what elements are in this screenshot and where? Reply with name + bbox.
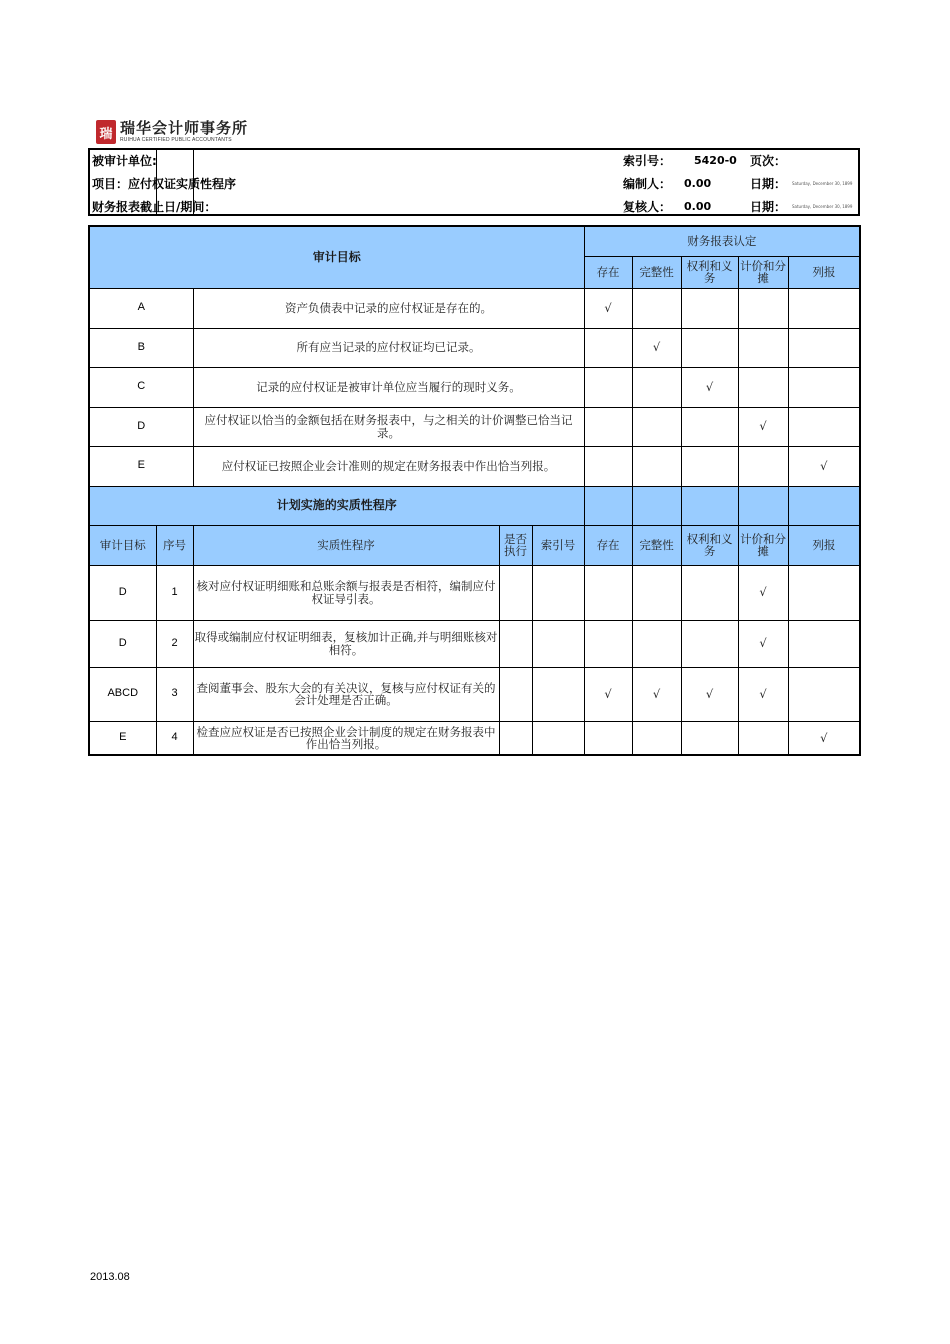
header-blank-cell [788, 486, 860, 525]
assertion-check-cell [584, 565, 632, 620]
assertion-check-cell: √ [632, 328, 681, 367]
procedure-row [89, 620, 860, 667]
procedure-seq: 2 [156, 620, 193, 667]
version-footer: 2013.08 [90, 1271, 130, 1283]
objective-row [89, 407, 860, 446]
index-label: 索引号： [623, 154, 672, 168]
assertion-check-cell [738, 446, 788, 486]
assertion-check-cell [788, 407, 860, 446]
objective-text: 资产负债表中记录的应付权证是存在的。 [193, 288, 584, 328]
assertion-check-cell: √ [788, 721, 860, 755]
executed-cell [499, 620, 532, 667]
firm-name [120, 121, 248, 143]
index-cell [532, 620, 584, 667]
assertion-check-cell [632, 721, 681, 755]
reviewed-date-label: 日期： [750, 200, 787, 214]
procedure-text: 查阅董事会、股东大会的有关决议，复核与应付权证有关的会计处理是否正确。 [193, 667, 499, 721]
procedure-objective: E [89, 721, 156, 755]
procedures-title: 计划实施的实质性程序 [89, 486, 584, 525]
objective-text: 所有应当记录的应付权证均已记录。 [193, 328, 584, 367]
assertion-check-cell [738, 367, 788, 407]
assertion-check-cell [788, 367, 860, 407]
procedure-text: 核对应付权证明细账和总账余额与报表是否相符，编制应付权证导引表。 [193, 565, 499, 620]
procedure-text: 检查应应权证是否已按照企业会计制度的规定在财务报表中作出恰当列报。 [193, 721, 499, 755]
assertion-check-cell: √ [584, 667, 632, 721]
header-blank-cell [632, 486, 681, 525]
objective-text: 应付权证已按照企业会计准则的规定在财务报表中作出恰当列报。 [193, 446, 584, 486]
objective-code: A [89, 288, 193, 328]
workpaper-info-box [88, 148, 860, 216]
project-label: 项目：应付权证实质性程序 [92, 177, 237, 191]
firm-logo [96, 120, 248, 144]
assertion-check-cell [788, 288, 860, 328]
audit-procedures-table [88, 225, 861, 756]
assertion-check-cell [584, 721, 632, 755]
assertion-check-cell [632, 407, 681, 446]
col-header-assertion: 列报 [788, 525, 860, 565]
objective-row [89, 446, 860, 486]
index-value: 5420-0 [694, 154, 737, 167]
executed-cell [499, 565, 532, 620]
header-blank-cell [738, 486, 788, 525]
col-header-seq: 序号 [156, 525, 193, 565]
procedure-objective: ABCD [89, 667, 156, 721]
preparer-label: 编制人： [623, 177, 672, 191]
assertion-check-cell: √ [681, 667, 738, 721]
firm-name-en: RUIHUA CERTIFIED PUBLIC ACCOUNTANTS [120, 137, 232, 143]
procedure-seq: 1 [156, 565, 193, 620]
objective-text: 应付权证以恰当的金额包括在财务报表中，与之相关的计价调整已恰当记录。 [193, 407, 584, 446]
col-header-index: 索引号 [532, 525, 584, 565]
col-header-assertion: 计价和分摊 [738, 525, 788, 565]
assertion-check-cell: √ [738, 565, 788, 620]
assertion-check-cell [584, 328, 632, 367]
procedure-seq: 4 [156, 721, 193, 755]
assertion-check-cell: √ [738, 407, 788, 446]
index-cell [532, 565, 584, 620]
firm-name-cn: 瑞华会计师事务所 [120, 119, 249, 137]
preparer-value: 0.00 [684, 177, 712, 190]
assertion-check-cell: √ [681, 367, 738, 407]
assertion-header: 存在 [584, 256, 632, 288]
assertion-check-cell [681, 620, 738, 667]
index-cell [532, 667, 584, 721]
procedure-row [89, 721, 860, 755]
assertion-check-cell: √ [584, 288, 632, 328]
procedure-objective: D [89, 620, 156, 667]
assertion-check-cell [681, 288, 738, 328]
objective-row [89, 328, 860, 367]
assertion-check-cell [681, 721, 738, 755]
prepared-date-label: 日期： [750, 177, 787, 191]
procedure-text: 取得或编制应付权证明细表，复核加计正确,并与明细账核对相符。 [193, 620, 499, 667]
period-label: 财务报表截止日/期间： [92, 200, 217, 214]
assertion-check-cell [738, 721, 788, 755]
assertion-check-cell [632, 367, 681, 407]
assertion-check-cell [632, 446, 681, 486]
col-header-assertion: 存在 [584, 525, 632, 565]
assertion-check-cell [681, 565, 738, 620]
prepared-date-value: Saturday, December 30, 1899 [792, 181, 853, 186]
executed-cell [499, 721, 532, 755]
assertion-check-cell [681, 407, 738, 446]
col-header-assertion: 完整性 [632, 525, 681, 565]
assertion-check-cell [681, 446, 738, 486]
objective-code: C [89, 367, 193, 407]
assertion-check-cell [584, 620, 632, 667]
assertion-check-cell: √ [632, 667, 681, 721]
assertion-check-cell [632, 620, 681, 667]
assertion-check-cell [681, 328, 738, 367]
reviewed-date-value: Saturday, December 30, 1899 [792, 204, 853, 209]
assertion-check-cell: √ [738, 667, 788, 721]
procedure-row [89, 565, 860, 620]
header-blank-cell [681, 486, 738, 525]
assertion-check-cell [788, 328, 860, 367]
assertion-group-header: 财务报表认定 [584, 226, 860, 256]
assertion-header: 完整性 [632, 256, 681, 288]
assertion-check-cell [584, 446, 632, 486]
reviewer-value: 0.00 [684, 200, 712, 213]
objective-code: E [89, 446, 193, 486]
col-header-executed: 是否执行 [499, 525, 532, 565]
auditee-label: 被审计单位: [92, 154, 157, 168]
objective-code: D [89, 407, 193, 446]
page-label: 页次： [750, 154, 787, 168]
assertion-check-cell [738, 328, 788, 367]
reviewer-label: 复核人： [623, 200, 672, 214]
procedure-seq: 3 [156, 667, 193, 721]
procedure-objective: D [89, 565, 156, 620]
index-cell [532, 721, 584, 755]
assertion-check-cell [632, 288, 681, 328]
objective-code: B [89, 328, 193, 367]
col-header-objective: 审计目标 [89, 525, 156, 565]
header-blank-cell [584, 486, 632, 525]
assertion-check-cell [738, 288, 788, 328]
assertion-header: 列报 [788, 256, 860, 288]
objective-row [89, 367, 860, 407]
col-header-assertion: 权利和义务 [681, 525, 738, 565]
objectives-title: 审计目标 [89, 226, 584, 288]
assertion-check-cell: √ [738, 620, 788, 667]
procedure-row [89, 667, 860, 721]
objective-row [89, 288, 860, 328]
assertion-check-cell [584, 367, 632, 407]
assertion-check-cell [788, 620, 860, 667]
assertion-check-cell [632, 565, 681, 620]
assertion-check-cell [788, 565, 860, 620]
executed-cell [499, 667, 532, 721]
col-header-procedure: 实质性程序 [193, 525, 499, 565]
assertion-header: 计价和分摊 [738, 256, 788, 288]
assertion-check-cell [788, 667, 860, 721]
assertion-header: 权利和义务 [681, 256, 738, 288]
objective-text: 记录的应付权证是被审计单位应当履行的现时义务。 [193, 367, 584, 407]
firm-logo-mark: 瑞 [96, 120, 116, 144]
assertion-check-cell [584, 407, 632, 446]
assertion-check-cell: √ [788, 446, 860, 486]
